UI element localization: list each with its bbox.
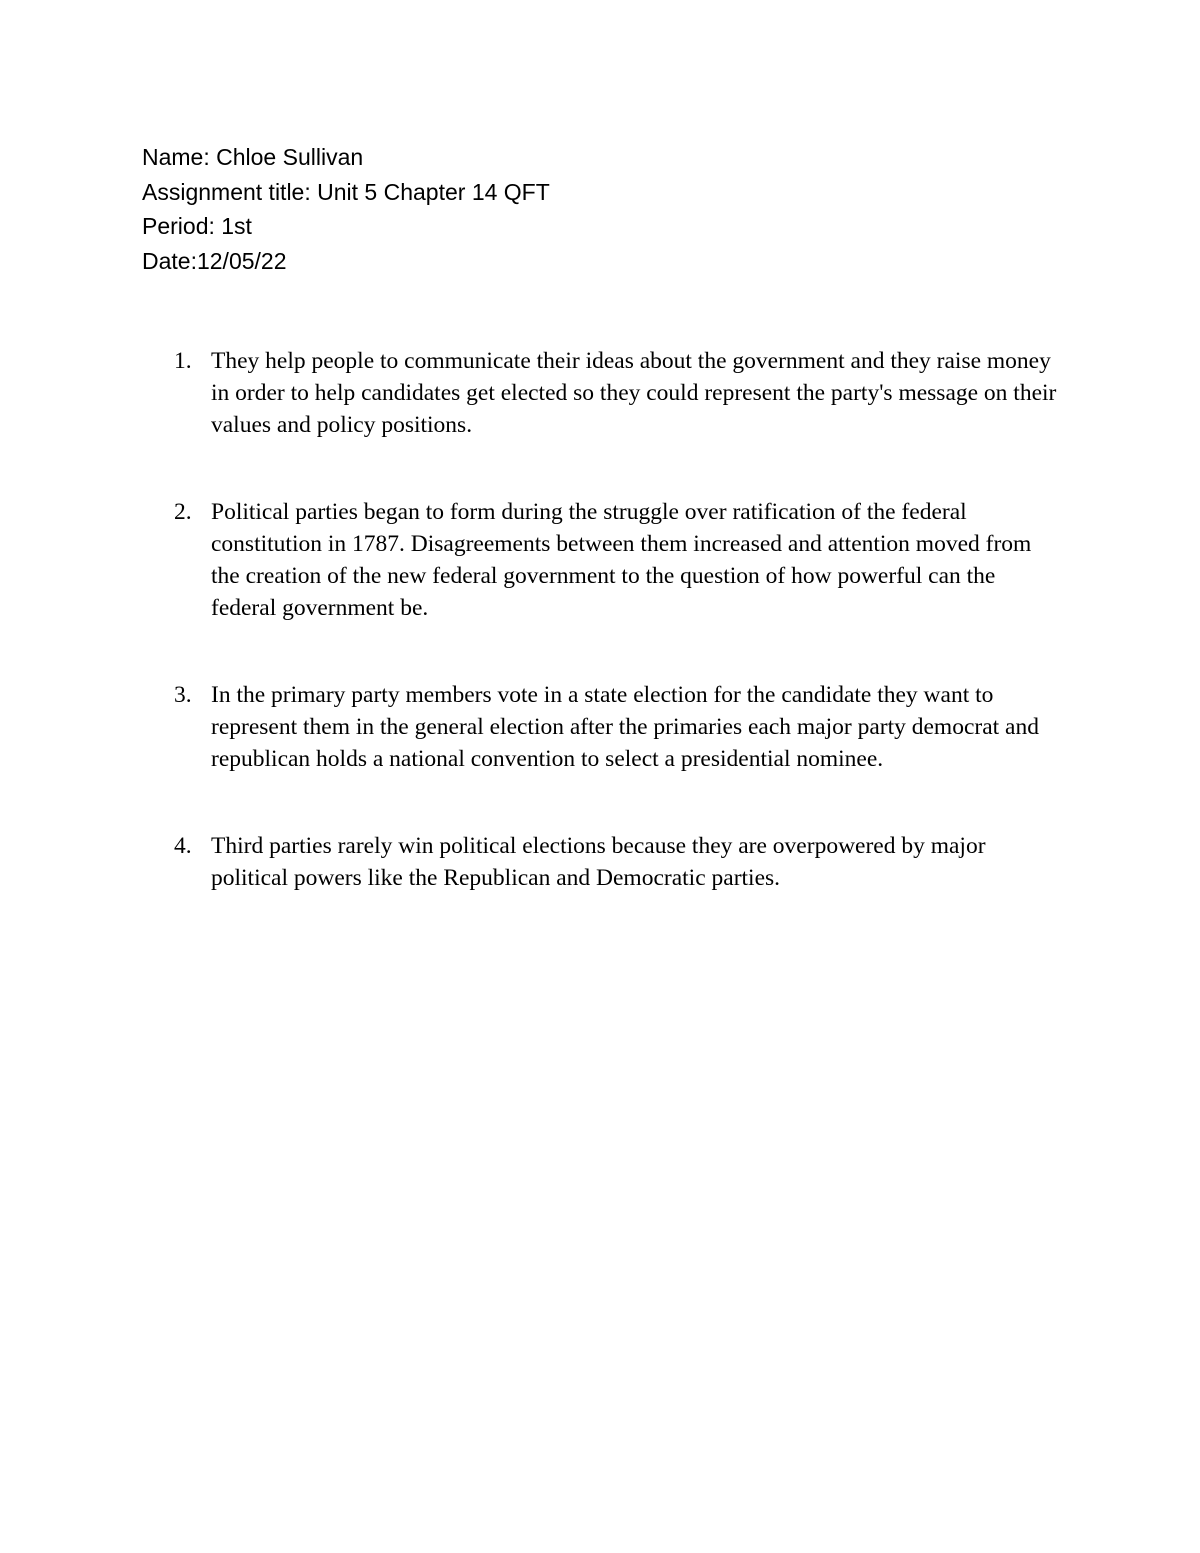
assignment-date: Date:12/05/22 [142,247,287,274]
answer-number: 2. [174,499,192,525]
answer-text: Political parties began to form during the struggle over ratification of the federal constitution in 1787. Disagreements between them increased and attention moved from the creation of the new federal government to the question of how powerful can the federal government be. [211,499,1032,621]
answer-number: 1. [174,348,192,374]
class-period: Period: 1st [142,213,252,239]
answer-number: 4. [174,833,192,859]
answer-text: Third parties rarely win political elections because they are overpowered by major political powers like the Republican and Democratic parties. [211,833,986,891]
answer-text: In the primary party members vote in a state election for the candidate they want to represent them in the general election after the primaries each major party democrat and republican holds a national convention to select a presidential nominee. [211,682,1039,772]
answer-number: 3. [174,682,192,708]
assignment-title: Assignment title: Unit 5 Chapter 14 QFT [142,178,550,205]
answer-item [174,830,1064,894]
answer-item [174,345,1064,441]
answer-list [174,345,1064,949]
document-header [142,140,550,278]
answer-item [174,496,1064,624]
answer-item [174,679,1064,775]
student-name: Name: Chloe Sullivan [142,144,364,170]
answer-text: They help people to communicate their ideas about the government and they raise money in order to help candidates get elected so they could represent the party's message on their values and policy positions. [211,348,1057,438]
